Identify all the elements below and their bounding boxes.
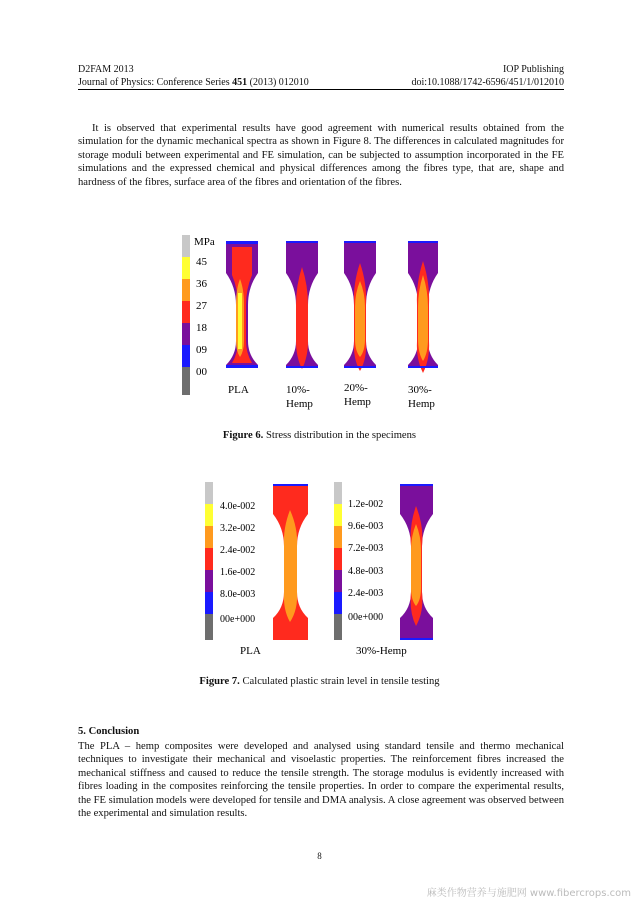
specimen-10-hemp [286,241,318,369]
fig7-left-legend-value: 3.2e-002 [220,523,256,534]
figure-7-left-legend-bar [205,482,213,640]
figure-7-strain-plot [200,480,450,660]
strain-specimen-label: PLA [240,645,261,657]
fig7-left-legend-value: 8.0e-003 [220,589,256,600]
specimen-label: Hemp [286,398,313,410]
conclusion-paragraph: The PLA – hemp composites were developed and analysed using standard tensile and thermo mechanical techniques to investigate their mechanical and visoelastic properties. The reinforcement fibres increased the mechanical stiffness and caused to reduce the tensile strength. The storage modulus is evidently increased with fibres loading in the composites reinforcing the tensile properties. In order to compare the experimental results, the FE simulation models were developed for tensile and DMA analysis. A close agreement was observed between the experimental and simulation results. [78,741,564,820]
fig7-right-legend-value: 9.6e-003 [348,521,384,532]
fig6-legend-value: 36 [196,278,207,290]
watermark: 麻类作物营养与施肥网 www.fibercrops.com [426,888,631,899]
fig6-legend-value: 18 [196,322,207,334]
page-number: 8 [317,851,322,861]
specimen-label: PLA [228,384,249,396]
fig7-left-legend-value: 2.4e-002 [220,545,256,556]
fig6-legend-value: 27 [196,300,207,312]
header-rule [78,89,564,90]
figure-6-legend-bar [182,235,190,395]
specimen-30-hemp [408,241,438,373]
fig7-left-legend-value: 1.6e-002 [220,567,256,578]
fig7-right-legend-value: 4.8e-003 [348,566,384,577]
figure-6-unit: MPa [194,236,215,248]
fig6-legend-value: 45 [196,256,207,268]
specimen-label: Hemp [344,396,371,408]
figure-6-stress-plot [176,233,456,413]
fig7-left-legend-value: 00e+000 [220,614,256,625]
specimen-pla [226,241,258,368]
intro-paragraph: It is observed that experimental results have good agreement with numerical results obtained from the simulation for the dynamic mechanical spectra as shown in Figure 8. The differences in calculated magnitudes for storage moduli between experimental and FE simulation, can be subjected to assumption incorporated in the FE simulations and the expressed chemical and physical differences among the fibres type, that are, shape and hardness of the fibres, surface area of the fibres and orientation of the fibres. [78,123,564,188]
doi-text: doi:10.1088/1742-6596/451/1/012010 [411,77,564,88]
fig7-right-legend-value: 1.2e-002 [348,499,384,510]
fig6-legend-value: 09 [196,344,207,356]
strain-specimen-pla [273,484,308,640]
fig7-right-legend-value: 7.2e-003 [348,543,384,554]
fig7-right-legend-value: 00e+000 [348,612,384,623]
specimen-20-hemp [344,241,376,371]
specimen-label: 10%- [286,384,310,396]
publisher-name: IOP Publishing [502,64,564,75]
specimen-label: 30%- [408,384,432,396]
fig7-left-legend-value: 4.0e-002 [220,501,256,512]
figure-7-right-legend-bar [334,482,342,640]
strain-specimen-label: 30%-Hemp [356,645,407,657]
section-heading-conclusion: 5. Conclusion [78,726,140,737]
journal-citation: Journal of Physics: Conference Series 451 (2013) 012010 [78,77,309,88]
specimen-label: Hemp [408,398,435,410]
specimen-label: 20%- [344,382,368,394]
figure-6-caption: Figure 6. Stress distribution in the specimens [222,430,417,441]
fig6-legend-value: 00 [196,366,207,378]
fig7-right-legend-value: 2.4e-003 [348,588,384,599]
strain-specimen-30-hemp [400,484,433,640]
figure-7-caption: Figure 7. Calculated plastic strain level in tensile testing [199,676,440,687]
conference-name: D2FAM 2013 [78,64,134,75]
